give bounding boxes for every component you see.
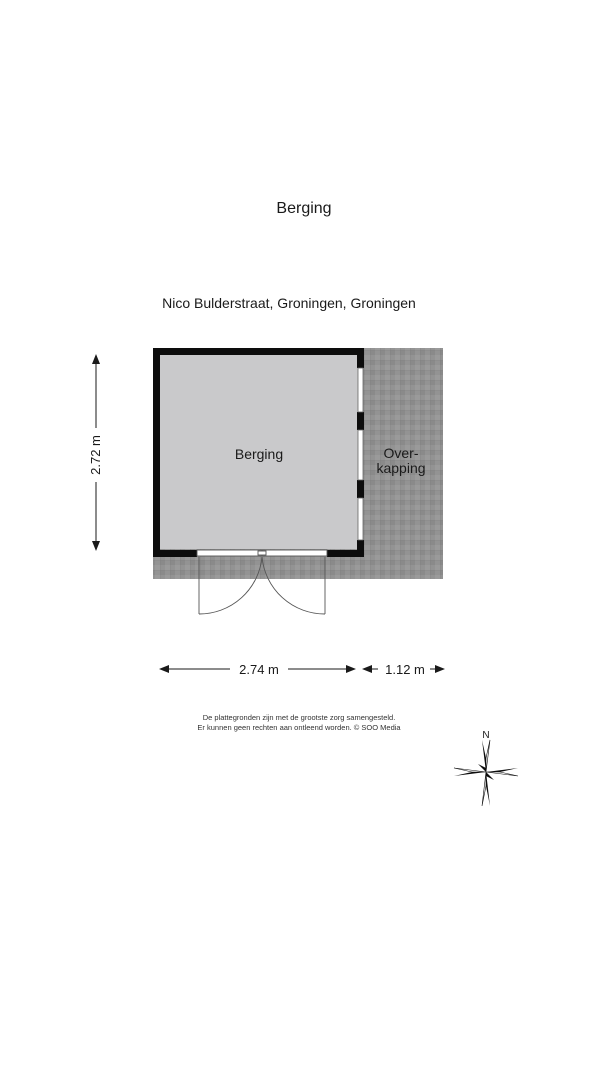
dimension-height-label: 2.72 m xyxy=(88,435,103,475)
compass-north-label: N xyxy=(482,730,490,741)
disclaimer-line-2: Er kunnen geen rechten aan ontleend worden. © SOO Media xyxy=(197,723,401,732)
compass-rose xyxy=(454,740,518,806)
dimension-width-berging-label: 2.74 m xyxy=(239,662,279,677)
disclaimer xyxy=(0,713,598,733)
address-label: Nico Bulderstraat, Groningen, Groningen xyxy=(162,295,416,311)
windows xyxy=(358,368,363,540)
dimension-width-overkapping-label: 1.12 m xyxy=(385,662,425,677)
room-label-overkapping-2: kapping xyxy=(376,460,426,476)
disclaimer-line-1: De plattegronden zijn met de grootste zorg samengesteld. xyxy=(202,713,396,722)
plan-title: Berging xyxy=(276,200,332,217)
room-label-overkapping-1: Over- xyxy=(383,445,419,461)
room-label-berging: Berging xyxy=(234,446,284,462)
